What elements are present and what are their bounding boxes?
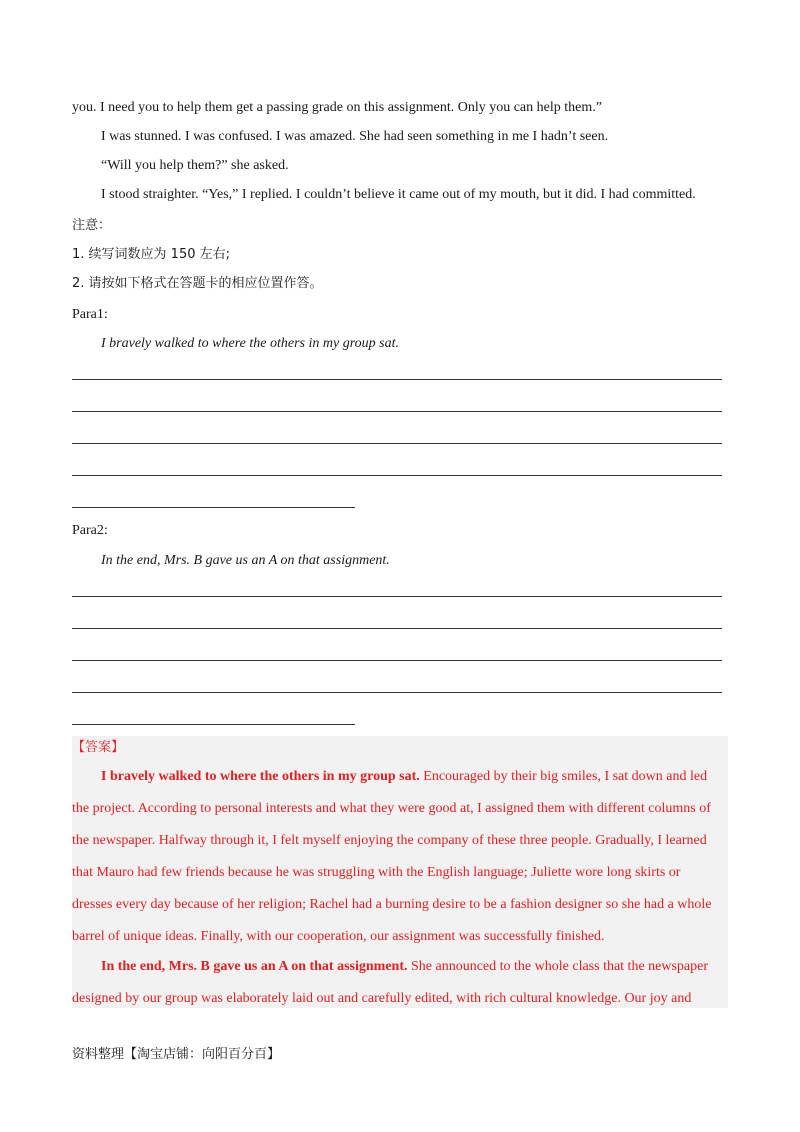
answer-para1-line-6: barrel of unique ideas. Finally, with our cooperation, our assignment was successfully finished. [72, 929, 605, 944]
para2-opening-sentence: In the end, Mrs. B gave us an A on that assignment. [101, 553, 390, 568]
answer-heading: 【答案】 [72, 740, 125, 755]
writing-line [72, 628, 722, 629]
writing-line [72, 724, 355, 725]
writing-line [72, 411, 722, 412]
notes-item-1: 1. 续写词数应为 150 左右; [72, 247, 230, 262]
writing-line [72, 507, 355, 508]
story-line-2: I was stunned. I was confused. I was amazed. She had seen something in me I hadn’t seen. [101, 129, 609, 144]
para2-label: Para2: [72, 523, 108, 538]
notes-heading: 注意： [72, 218, 112, 233]
answer-para1-line-5: dresses every day because of her religion; Rachel had a burning desire to be a fashion designer so she had a whole [72, 897, 712, 912]
answer-para1-opening: I bravely walked to where the others in my group sat. [101, 769, 420, 784]
answer-para2-line-1 [101, 958, 708, 976]
answer-para2-opening: In the end, Mrs. B gave us an A on that assignment. [101, 959, 408, 974]
writing-line [72, 475, 722, 476]
answer-para1-line-3: the newspaper. Halfway through it, I felt myself enjoying the company of these three people. Gradually, I learned [72, 833, 707, 848]
answer-para2-line-1-rest: She announced to the whole class that the newspaper [407, 959, 709, 974]
writing-line [72, 596, 722, 597]
writing-line [72, 660, 722, 661]
footer-source: 资料整理【淘宝店铺：向阳百分百】 [72, 1047, 281, 1062]
writing-line [72, 692, 722, 693]
answer-para2-line-2: designed by our group was elaborately laid out and carefully edited, with rich cultural knowledge. Our joy and [72, 991, 692, 1006]
answer-para1-line-1-rest: Encouraged by their big smiles, I sat down and led [419, 769, 708, 784]
writing-line [72, 443, 722, 444]
para1-label: Para1: [72, 307, 108, 322]
story-line-4: I stood straighter. “Yes,” I replied. I couldn’t believe it came out of my mouth, but it did. I had committed. [101, 187, 696, 202]
story-line-3: “Will you help them?” she asked. [101, 158, 289, 173]
answer-para1-line-1 [101, 768, 707, 786]
writing-line [72, 379, 722, 380]
answer-para1-line-2: the project. According to personal interests and what they were good at, I assigned them with different columns of [72, 801, 711, 816]
notes-item-2: 2. 请按如下格式在答题卡的相应位置作答。 [72, 276, 323, 291]
answer-para1-line-4: that Mauro had few friends because he was struggling with the English language; Juliette wore long skirts or [72, 865, 681, 880]
para1-opening-sentence: I bravely walked to where the others in my group sat. [101, 336, 399, 351]
story-line-1: you. I need you to help them get a passing grade on this assignment. Only you can help them.” [72, 100, 602, 115]
